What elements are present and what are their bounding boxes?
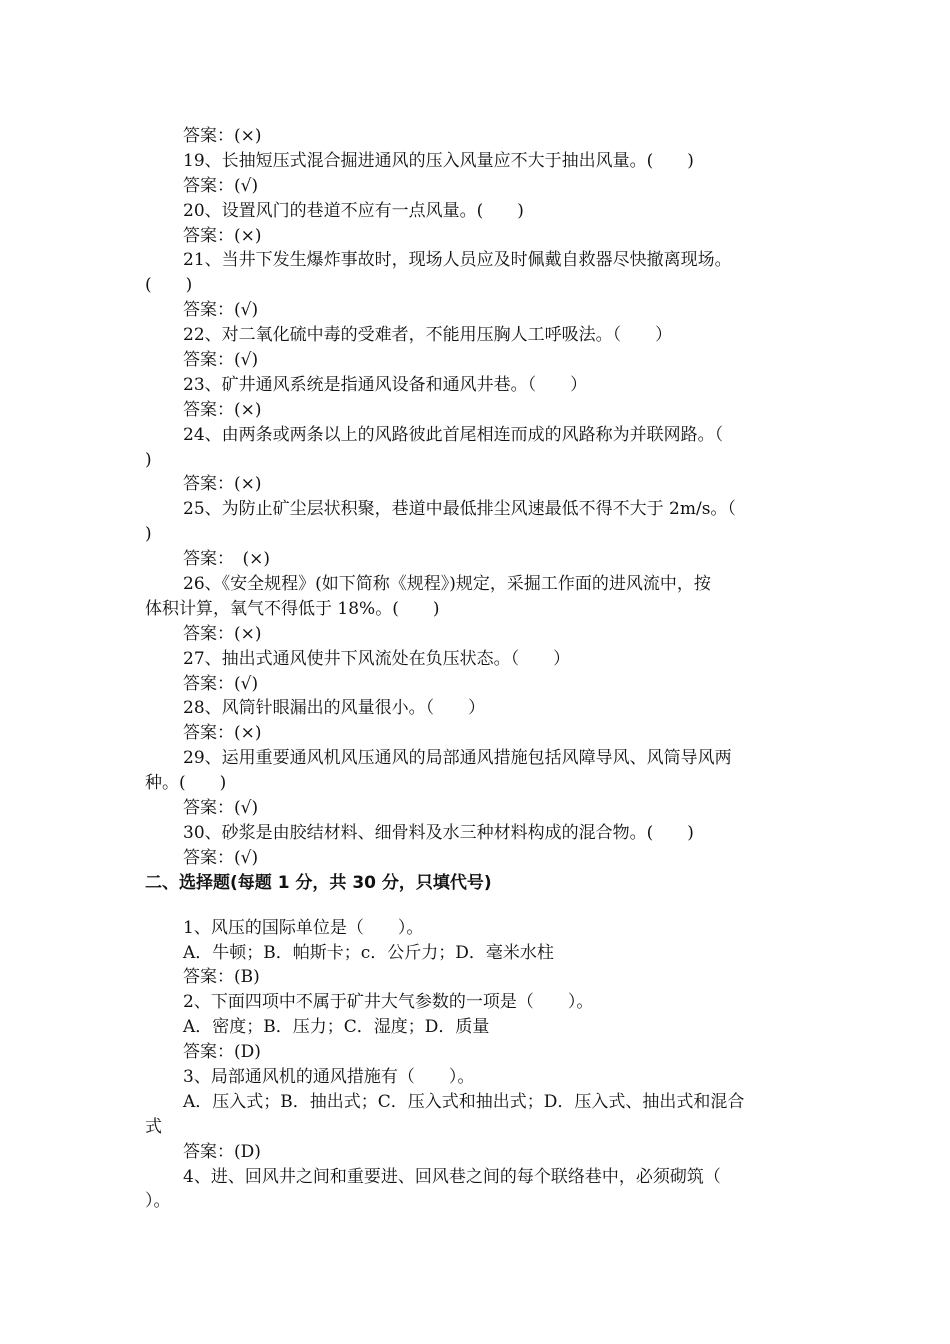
question-line: 20、设置风门的巷道不应有一点风量。( ) — [183, 200, 524, 221]
question-line: 23、矿井通风系统是指通风设备和通风井巷。（ ） — [183, 374, 588, 395]
question-line: 2、下面四项中不属于矿井大气参数的一项是（ ）。 — [183, 992, 594, 1013]
question-line: 28、风筒针眼漏出的风量很小。（ ） — [183, 698, 486, 719]
answer-line: 答案：(×) — [183, 399, 262, 420]
answer-line: 答案：(×) — [183, 723, 262, 744]
answer-line: 答案：(D) — [183, 1042, 261, 1063]
question-line: A．压入式；B．抽出式；C．压入式和抽出式；D．压入式、抽出式和混合 — [183, 1091, 745, 1112]
question-line: 1、风压的国际单位是（ ）。 — [183, 917, 424, 938]
question-continuation: 体积计算，氧气不得低于 18%。( ) — [145, 598, 440, 619]
question-line: 3、局部通风机的通风措施有（ ）。 — [183, 1066, 475, 1087]
question-line: 26、《安全规程》(如下简称《规程》)规定，采掘工作面的进风流中，按 — [183, 574, 711, 595]
question-line: A．密度；B．压力；C．湿度；D．质量 — [183, 1017, 490, 1038]
answer-line: 答案：(√) — [183, 300, 259, 321]
answer-line: 答案：(×) — [183, 225, 262, 246]
question-line: 24、由两条或两条以上的风路彼此首尾相连而成的风路称为并联网路。（ — [183, 424, 724, 445]
answer-line: 答案：(√) — [183, 175, 259, 196]
document-page — [145, 124, 810, 1214]
section-gap — [145, 896, 810, 916]
answer-line: 答案：(B) — [183, 967, 260, 988]
question-line: 22、对二氧化硫中毒的受难者，不能用压胸人工呼吸法。（ ） — [183, 325, 673, 346]
question-continuation: ) — [145, 449, 152, 470]
question-line: 27、抽出式通风使井下风流处在负压状态。（ ） — [183, 648, 571, 669]
question-line: 29、运用重要通风机风压通风的局部通风措施包括风障导风、风筒导风两 — [183, 748, 732, 769]
question-line: 19、长抽短压式混合掘进通风的压入风量应不大于抽出风量。( ) — [183, 150, 694, 171]
question-continuation: 式 — [145, 1116, 162, 1137]
question-continuation: ) — [145, 524, 152, 545]
question-line: 25、为防止矿尘层状积聚，巷道中最低排尘风速最低不得不大于 2m/s。（ — [183, 499, 736, 520]
true-false-questions — [145, 124, 810, 871]
answer-line: 答案：(×) — [183, 623, 262, 644]
answer-line: 答案：(×) — [183, 126, 262, 146]
answer-line: 答案：(√) — [183, 798, 259, 819]
question-line: 30、砂浆是由胶结材料、细骨料及水三种材料构成的混合物。( ) — [183, 822, 694, 843]
section-heading-multiple-choice: 二、选择题(每题 1 分，共 30 分，只填代号) — [145, 872, 492, 893]
question-continuation: ）。 — [145, 1191, 171, 1212]
answer-line: 答案：(√) — [183, 350, 259, 371]
answer-line: 答案：(√) — [183, 673, 259, 694]
multiple-choice-questions — [145, 916, 810, 1215]
question-line: 4、进、回风井之间和重要进、回风巷之间的每个联络巷中，必须砌筑（ — [183, 1166, 721, 1187]
answer-line: 答案：(D) — [183, 1141, 261, 1162]
question-line: A．牛顿；B．帕斯卡；c．公斤力；D．毫米水柱 — [183, 942, 554, 963]
answer-line: 答案： (×) — [183, 549, 271, 570]
answer-line: 答案：(×) — [183, 474, 262, 495]
answer-line: 答案：(√) — [183, 847, 259, 868]
question-continuation: ( ) — [145, 275, 193, 296]
question-continuation: 种。( ) — [145, 773, 227, 794]
question-line: 21、当井下发生爆炸事故时，现场人员应及时佩戴自救器尽快撤离现场。 — [183, 250, 732, 271]
